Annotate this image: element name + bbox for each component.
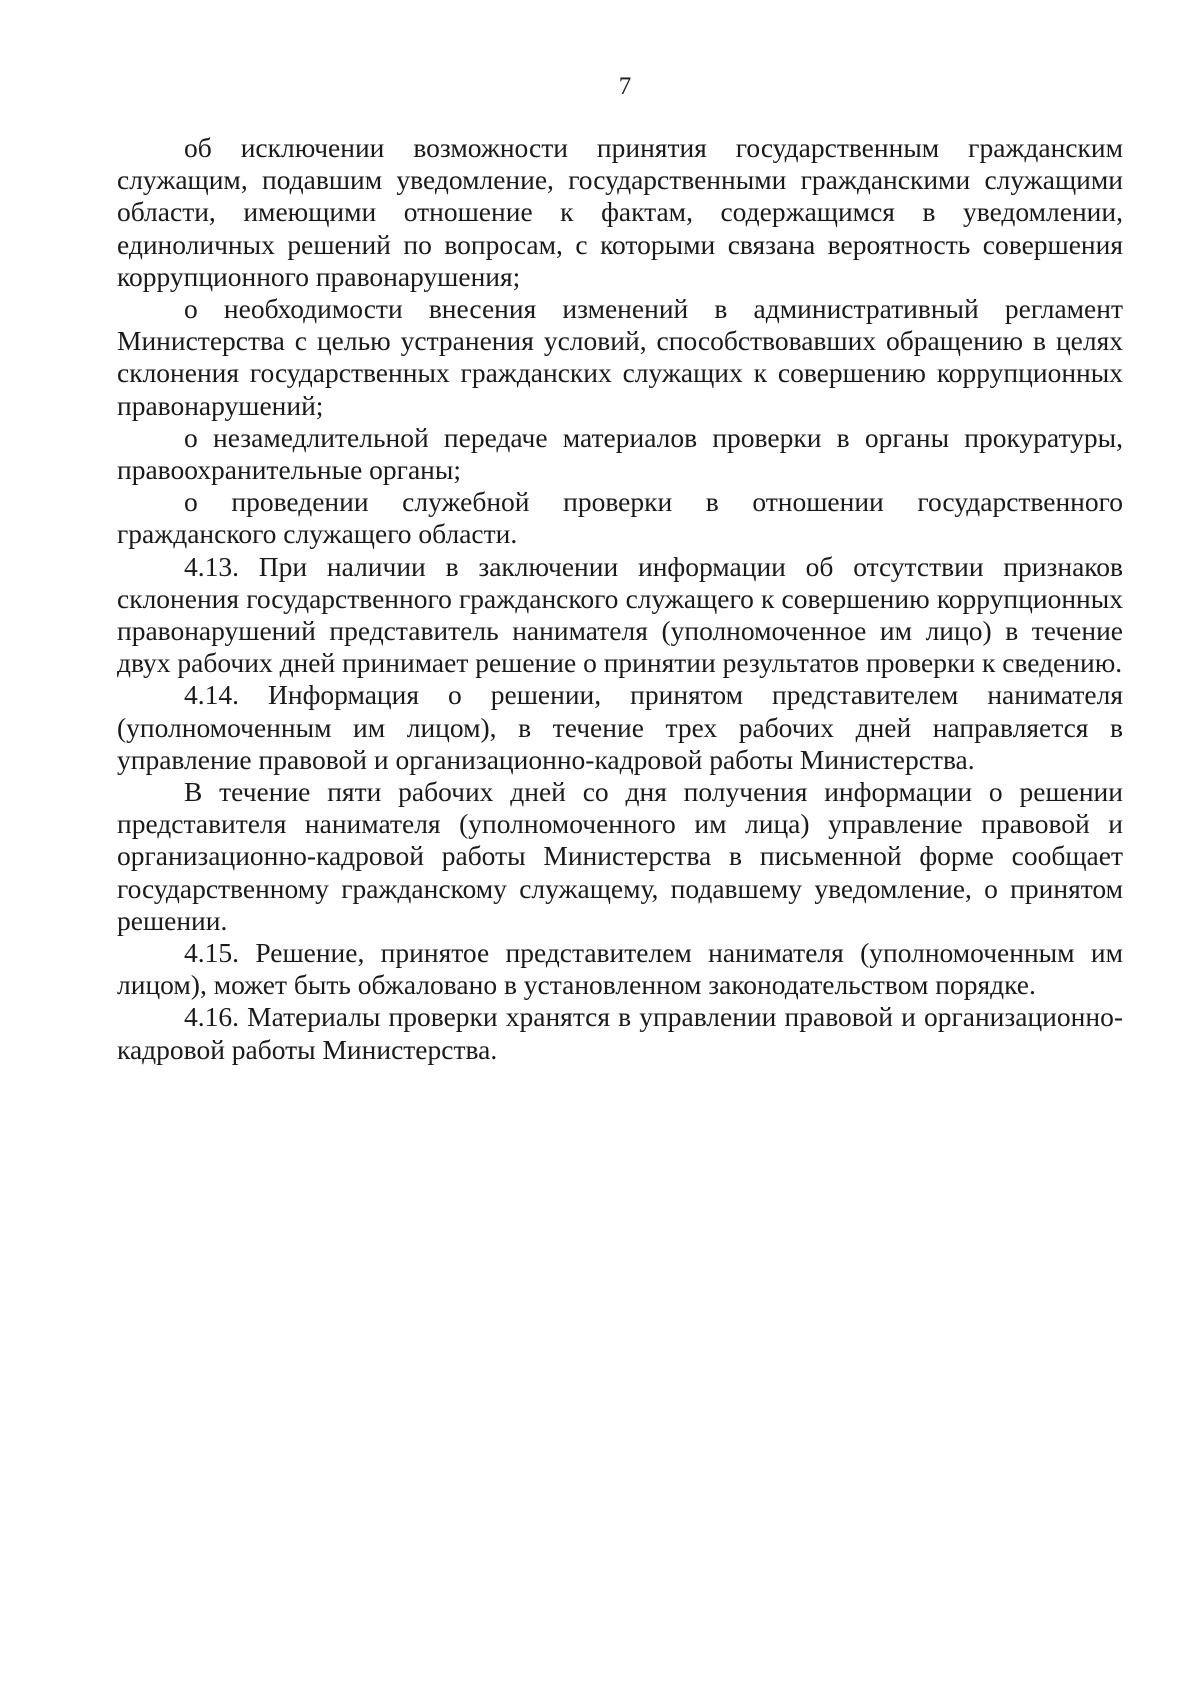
paragraph-official-inspection: о проведении служебной проверки в отношении государственного гражданского служащего области.: [117, 486, 1123, 550]
document-body: [117, 132, 1123, 1066]
paragraph-regulation-amendments: о необходимости внесения изменений в административный регламент Министерства с целью устранения условий, способствовавших обращению в целях склонения государственных гражданских служащих к совершению коррупционных правонарушений;: [117, 293, 1123, 421]
paragraph-4-15: 4.15. Решение, принятое представителем нанимателя (уполномоченным им лицом), может быть обжаловано в установленном законодательством порядке.: [117, 937, 1123, 1001]
paragraph-4-13: 4.13. При наличии в заключении информации об отсутствии признаков склонения государственного гражданского служащего к совершению коррупционных правонарушений представитель нанимателя (уполномоченное им лицо) в течение двух рабочих дней принимает решение о принятии результатов проверки к сведению.: [117, 550, 1123, 679]
paragraph-transfer-to-prosecutors: о незамедлительной передаче материалов проверки в органы прокуратуры, правоохранительные органы;: [117, 421, 1123, 486]
paragraph-4-16: 4.16. Материалы проверки хранятся в управлении правовой и организационно-кадровой работы Министерства.: [117, 1001, 1123, 1065]
paragraph-exclusion-of-decisions: об исключении возможности принятия государственным гражданским служащим, подавшим уведомление, государственными гражданскими служащими области, имеющими отношение к фактам, содержащимся в уведомлении, единоличных решений по вопросам, с которыми связана вероятность совершения коррупционного правонарушения;: [117, 132, 1123, 292]
paragraph-4-14: 4.14. Информация о решении, принятом представителем нанимателя (уполномоченным им лицом), в течение трех рабочих дней направляется в управление правовой и организационно-кадровой работы Министерства.: [117, 679, 1123, 775]
paragraph-notification-of-decision: В течение пяти рабочих дней со дня получения информации о решении представителя нанимателя (уполномоченного им лица) управление правовой и организационно-кадровой работы Министерства в письменной форме сообщает государственному гражданскому служащему, подавшему уведомление, о принятом решении.: [117, 776, 1123, 936]
page-number: 7: [618, 73, 632, 100]
